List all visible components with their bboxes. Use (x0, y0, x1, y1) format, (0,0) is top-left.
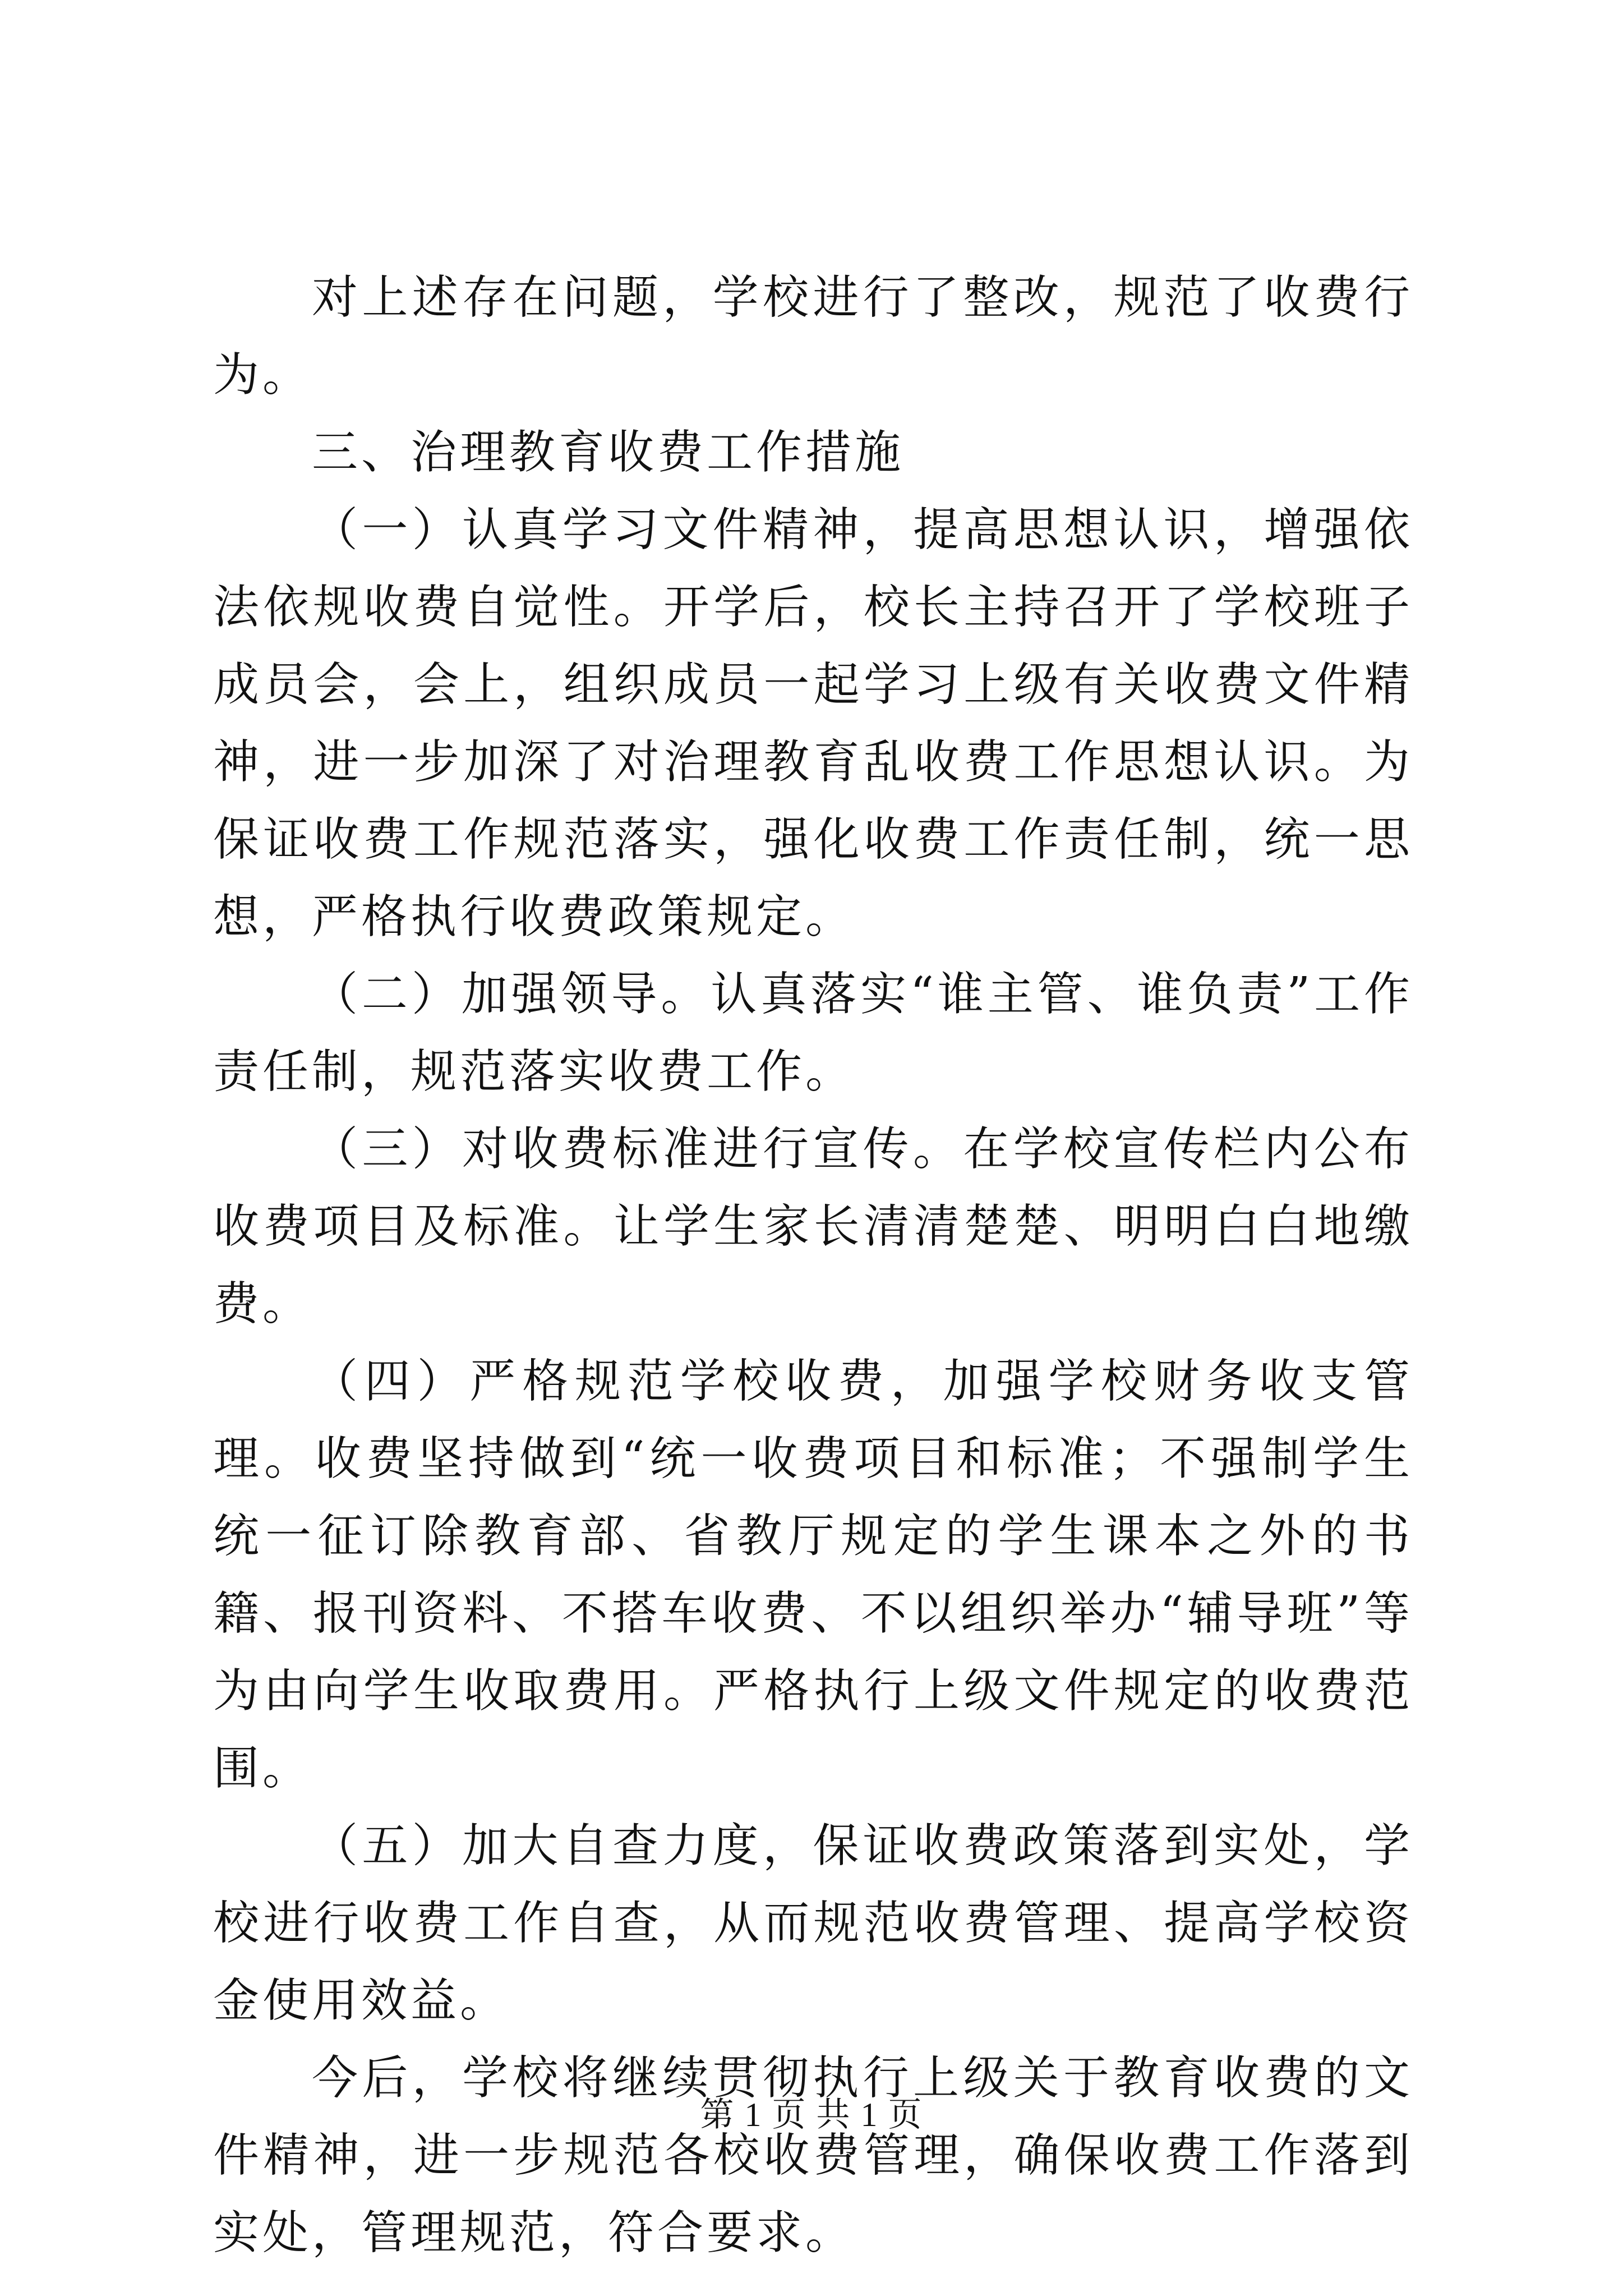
paragraph-measure-5: （五）加大自查力度，保证收费政策落到实处，学校进行收费工作自查，从而规范收费管理、提高学校资金使用效益。 (213, 1819, 1413, 2027)
document-body (213, 259, 1413, 2272)
paragraph-measure-2: （二）加强领导。认真落实“谁主管、谁负责”工作责任制，规范落实收费工作。 (213, 968, 1413, 1098)
section-heading-measures: 三、治理教育收费工作措施 (312, 426, 905, 479)
page-number-footer: 第 1 页 共 1 页 (700, 2096, 923, 2133)
paragraph-measure-1: （一）认真学习文件精神，提高思想认识，增强依法依规收费自觉性。开学后，校长主持召开了学校班子成员会，会上，组织成员一起学习上级有关收费文件精神，进一步加深了对治理教育乱收费工作思想认识。为保证收费工作规范落实，强化收费工作责任制，统一思想，严格执行收费政策规定。 (213, 503, 1413, 944)
paragraph-measure-3: （三）对收费标准进行宣传。在学校宣传栏内公布收费项目及标准。让学生家长清清楚楚、明明白白地缴费。 (213, 1122, 1413, 1331)
paragraph-measure-4: （四）严格规范学校收费，加强学校财务收支管理。收费坚持做到“统一收费项目和标准；不强制学生统一征订除教育部、省教厅规定的学生课本之外的书籍、报刊资料、不搭车收费、不以组织举办“辅导班”等为由向学生收取费用。严格执行上级文件规定的收费范围。 (213, 1355, 1413, 1795)
paragraph-rectification: 对上述存在问题，学校进行了整改，规范了收费行为。 (213, 271, 1413, 402)
paragraph-conclusion: 今后，学校将继续贯彻执行上级关于教育收费的文件精神，进一步规范各校收费管理，确保收费工作落到实处，管理规范，符合要求。 (213, 2051, 1413, 2260)
